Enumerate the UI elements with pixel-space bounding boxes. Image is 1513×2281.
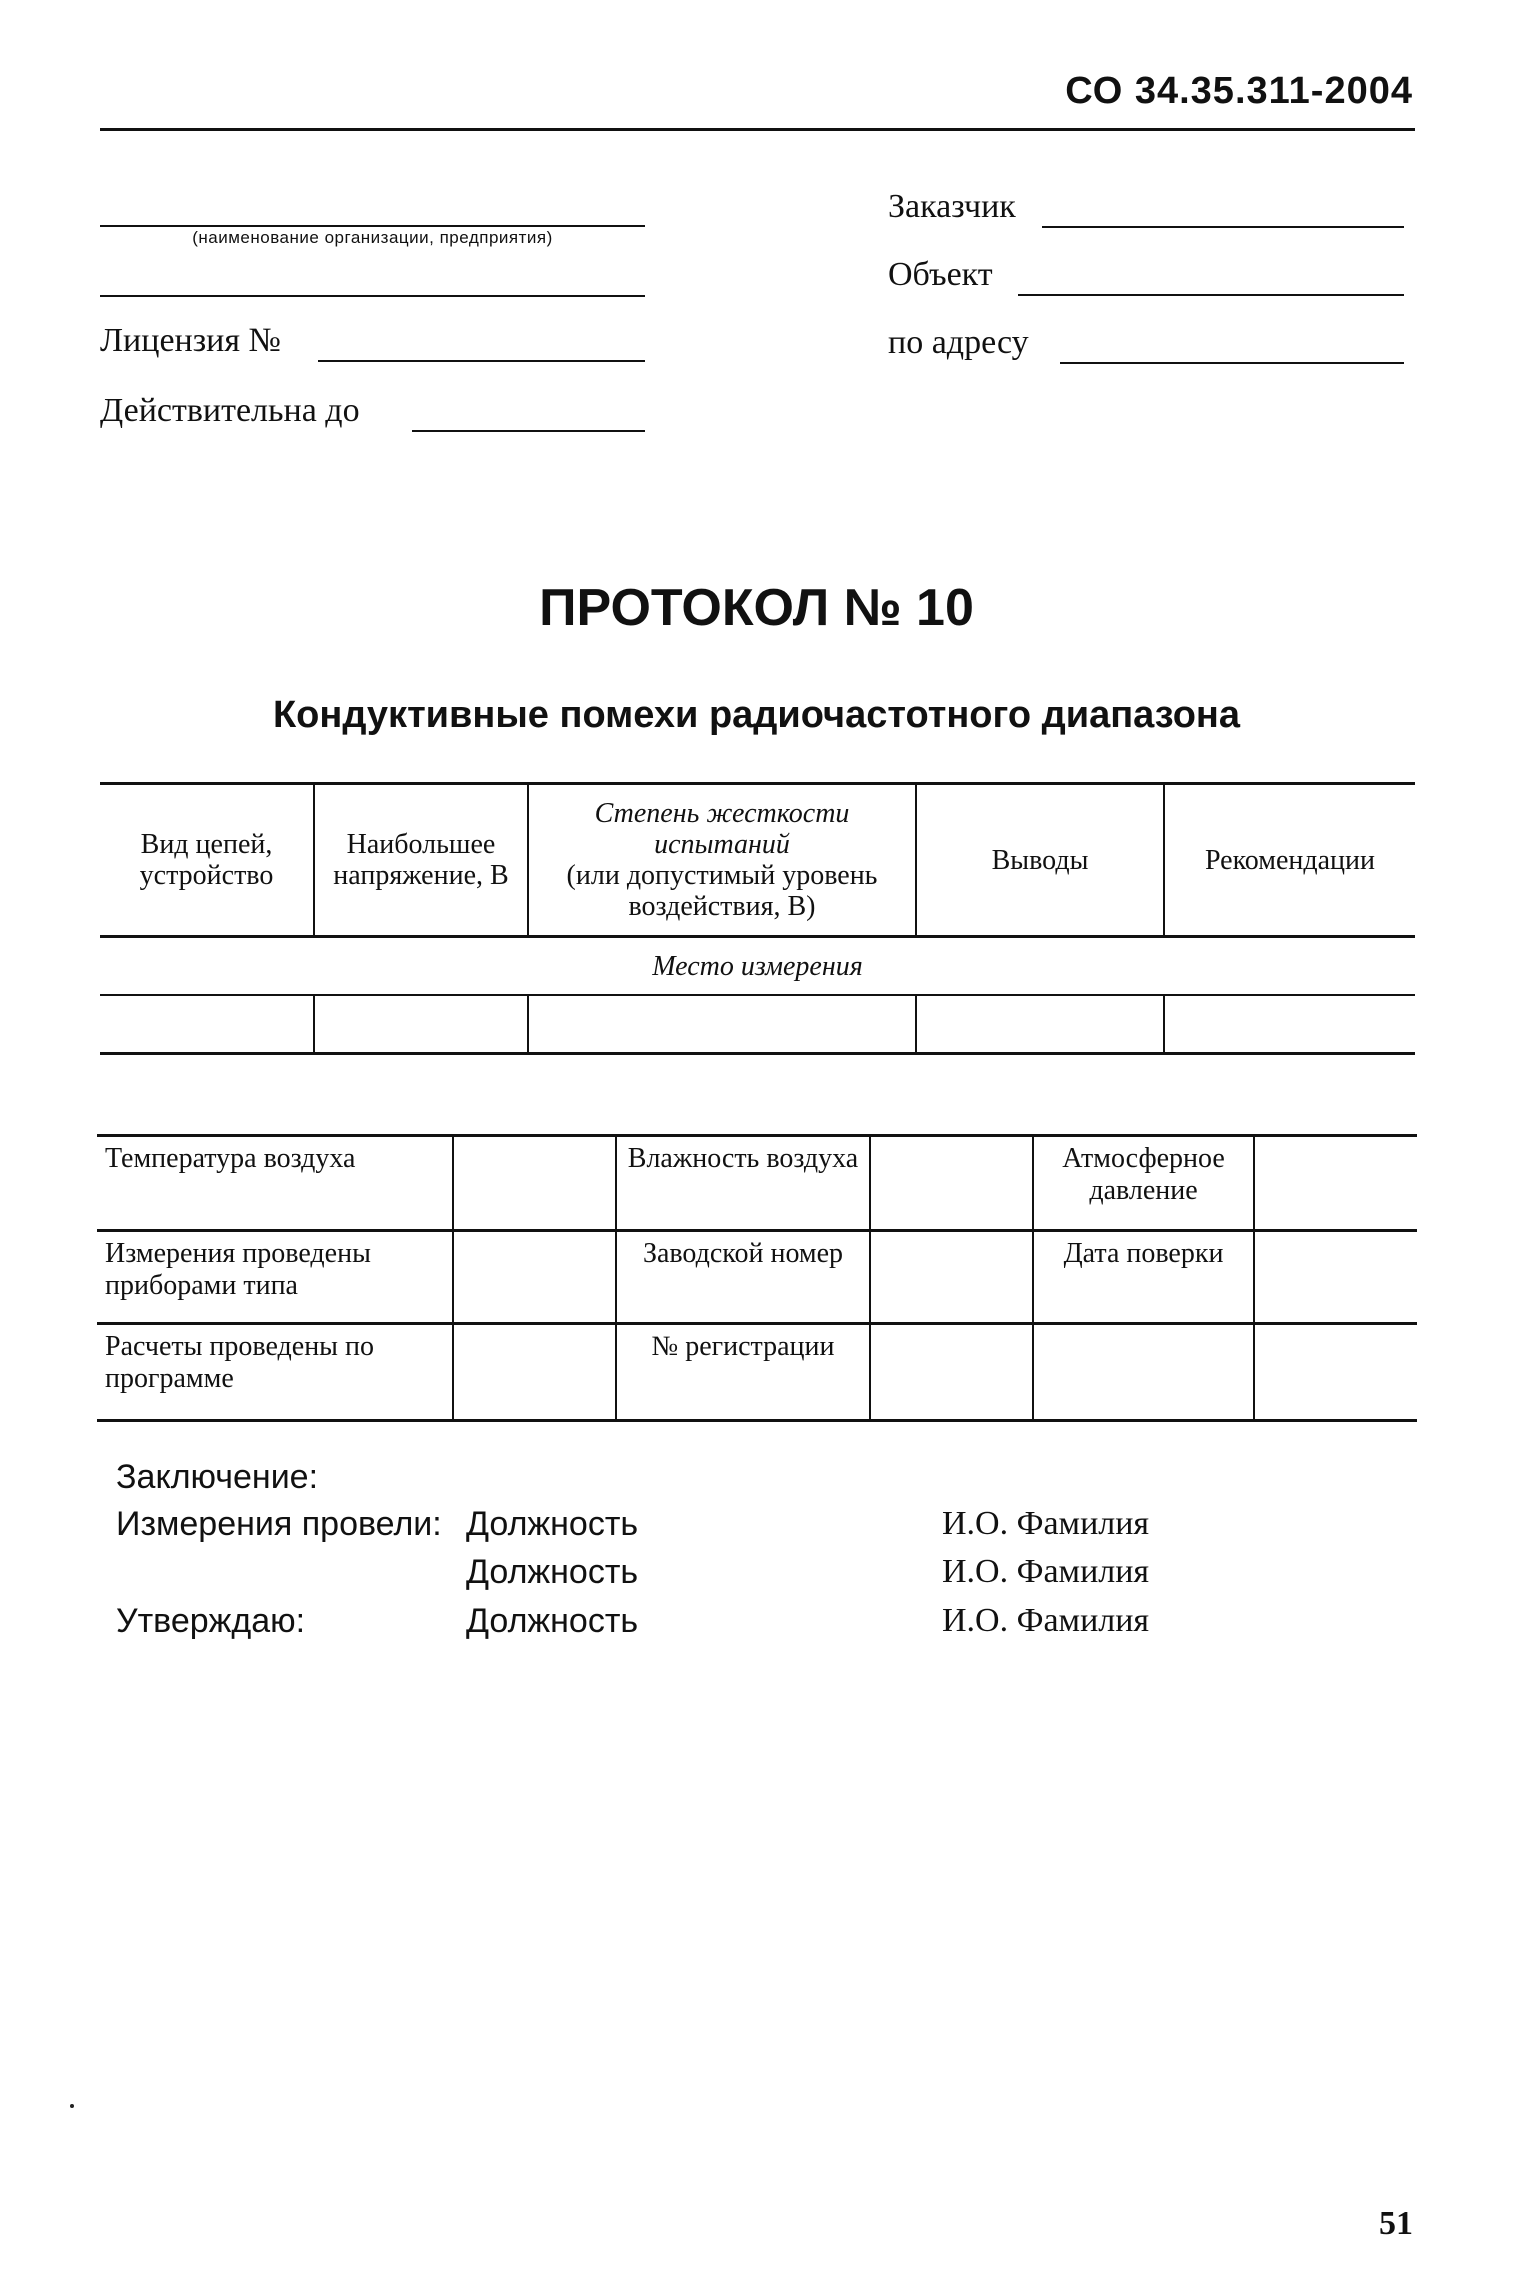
org-name-caption: (наименование организации, предприятия) [192, 228, 553, 247]
data-cell-conclusions[interactable] [916, 995, 1164, 1054]
registration-label: № регистрации [616, 1324, 870, 1421]
data-cell-circuit[interactable] [100, 995, 314, 1054]
air-humidity-label: Влажность воздуха [616, 1136, 870, 1231]
header-severity-note: (или допустимый уровень воздействия, В) [566, 860, 878, 922]
conditions-table [97, 1134, 1417, 1422]
program-value[interactable] [453, 1324, 616, 1421]
header-conclusions: Выводы [916, 784, 1164, 937]
scan-speck [70, 2104, 74, 2108]
valid-until-label: Действительна до [100, 392, 360, 429]
signature-position-1: Должность [466, 1505, 639, 1543]
address-label: по адресу [888, 324, 1029, 361]
org-extra-line [100, 295, 645, 297]
calibration-date-value[interactable] [1254, 1231, 1417, 1324]
valid-until-line [412, 430, 645, 432]
data-cell-severity[interactable] [528, 995, 916, 1054]
instruments-label: Измерения проведены приборами типа [97, 1231, 453, 1324]
signature-name-3: И.О. Фамилия [942, 1602, 1150, 1639]
header-circuit-type: Вид цепей, устройство [100, 784, 314, 937]
signature-name-2: И.О. Фамилия [942, 1553, 1150, 1590]
serial-number-label: Заводской номер [616, 1231, 870, 1324]
data-cell-voltage[interactable] [314, 995, 528, 1054]
air-temp-value[interactable] [453, 1136, 616, 1231]
serial-number-value[interactable] [870, 1231, 1033, 1324]
customer-line [1042, 226, 1404, 228]
data-cell-recommendations[interactable] [1164, 995, 1415, 1054]
protocol-title: ПРОТОКОЛ № 10 [539, 579, 974, 637]
calibration-date-label: Дата поверки [1033, 1231, 1254, 1324]
atm-pressure-label: Атмосферное давление [1033, 1136, 1254, 1231]
atm-pressure-value[interactable] [1254, 1136, 1417, 1231]
license-label: Лицензия № [100, 322, 281, 359]
header-recommendations: Рекомендации [1164, 784, 1415, 937]
air-temp-label: Температура воздуха [97, 1136, 453, 1231]
instruments-value[interactable] [453, 1231, 616, 1324]
measured-by-label: Измерения провели: [116, 1505, 442, 1543]
measurement-place-row: Место измерения [100, 937, 1415, 996]
header-rule [100, 128, 1415, 131]
conclusion-label: Заключение: [116, 1458, 319, 1496]
protocol-subtitle: Кондуктивные помехи радиочастотного диапазона [272, 694, 1241, 736]
header-severity [528, 784, 916, 937]
customer-label: Заказчик [888, 188, 1016, 225]
program-label: Расчеты проведены по программе [97, 1324, 453, 1421]
empty-label-cell [1033, 1324, 1254, 1421]
approve-label: Утверждаю: [116, 1602, 306, 1640]
object-label: Объект [888, 256, 993, 293]
empty-value-cell[interactable] [1254, 1324, 1417, 1421]
interference-table [100, 782, 1415, 1055]
object-line [1018, 294, 1404, 296]
address-line [1060, 362, 1404, 364]
page-number: 51 [1379, 2205, 1413, 2242]
signature-position-3: Должность [466, 1602, 639, 1640]
header-max-voltage: Наибольшее напряжение, В [314, 784, 528, 937]
header-severity-main: Степень жесткости испытаний [594, 798, 850, 860]
signature-name-1: И.О. Фамилия [942, 1505, 1150, 1542]
license-line [318, 360, 645, 362]
air-humidity-value[interactable] [870, 1136, 1033, 1231]
registration-value[interactable] [870, 1324, 1033, 1421]
signature-position-2: Должность [466, 1553, 639, 1591]
document-code: СО 34.35.311-2004 [1065, 70, 1413, 112]
org-name-line [100, 225, 645, 227]
